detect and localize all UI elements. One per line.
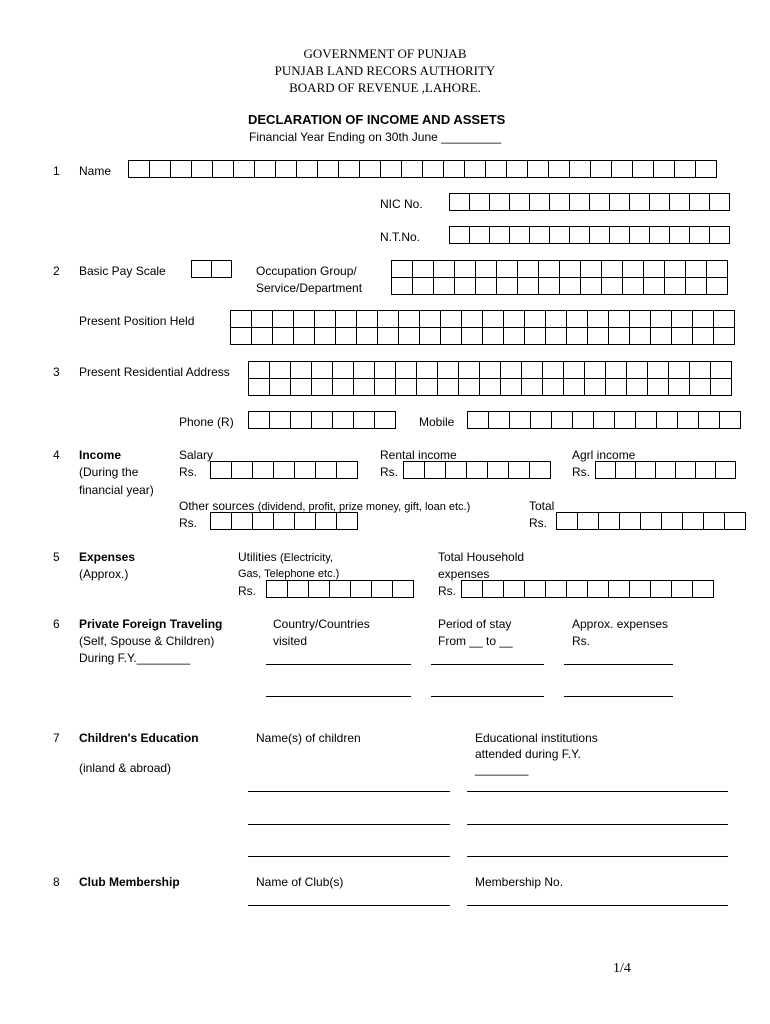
ntn-label: N.T.No.: [380, 230, 421, 244]
travel-expense-rs: Rs.: [572, 634, 590, 648]
position-boxes-row-2[interactable]: [230, 327, 735, 345]
occupation-boxes-row-2[interactable]: [391, 277, 728, 295]
occupation-label-1: Occupation Group/: [256, 264, 357, 278]
child-name-line-1[interactable]: [248, 791, 450, 792]
children-names-label: Name(s) of children: [256, 731, 361, 745]
other-sources-detail: (dividend, profit, prize money, gift, loan etc.): [257, 501, 471, 513]
phone-boxes[interactable]: [248, 411, 396, 429]
salary-label: Salary: [179, 448, 214, 462]
utilities-label-2: Gas, Telephone etc.): [238, 568, 340, 580]
rental-label: Rental income: [380, 448, 457, 462]
club-name-line[interactable]: [248, 905, 450, 906]
salary-boxes[interactable]: [210, 461, 358, 479]
total-label: Total: [529, 499, 555, 513]
form-subtitle: Financial Year Ending on 30th June _________: [249, 130, 502, 144]
country-label-1: Country/Countries: [273, 617, 370, 631]
agrl-label: Agrl income: [572, 448, 636, 462]
address-boxes-row-2[interactable]: [248, 378, 732, 396]
section-5-number: 5: [53, 550, 60, 564]
phone-label: Phone (R): [179, 415, 234, 429]
education-title: Children's Education: [79, 731, 199, 745]
nic-label: NIC No.: [380, 197, 423, 211]
ntn-boxes[interactable]: [449, 226, 730, 244]
income-sub-1: (During the: [79, 465, 139, 479]
household-rs: Rs.: [438, 584, 456, 598]
section-7-number: 7: [53, 731, 60, 745]
institutions-label-1: Educational institutions: [475, 731, 598, 745]
total-boxes[interactable]: [556, 512, 746, 530]
other-sources-main: Other sources: [179, 499, 255, 513]
page-number: 1/4: [613, 961, 631, 976]
position-label: Present Position Held: [79, 314, 195, 328]
address-boxes-row-1[interactable]: [248, 361, 732, 379]
child-name-line-3[interactable]: [248, 856, 450, 857]
utilities-detail: (Electricity,: [280, 552, 333, 564]
header-line-3: BOARD OF REVENUE ,LAHORE.: [289, 80, 481, 95]
club-title: Club Membership: [79, 875, 180, 889]
travel-title: Private Foreign Traveling: [79, 617, 223, 631]
section-6-number: 6: [53, 617, 60, 631]
expense-line-1[interactable]: [564, 664, 673, 665]
header-line-2: PUNJAB LAND RECORS AUTHORITY: [274, 63, 496, 78]
rental-rs: Rs.: [380, 465, 398, 479]
child-name-line-2[interactable]: [248, 824, 450, 825]
travel-sub-2: During F.Y.________: [79, 651, 191, 665]
occupation-label-2: Service/Department: [256, 281, 363, 295]
header-line-1: GOVERNMENT OF PUNJAB: [303, 46, 467, 61]
utilities-label-1: [238, 551, 333, 564]
salary-rs: Rs.: [179, 465, 197, 479]
club-names-label: Name of Club(s): [256, 875, 344, 889]
period-line-2[interactable]: [431, 696, 544, 697]
section-3-number: 3: [53, 365, 60, 379]
country-line-1[interactable]: [266, 664, 411, 665]
occupation-boxes-row-1[interactable]: [391, 260, 728, 278]
institutions-label-2: attended during F.Y.: [475, 747, 581, 761]
expenses-title: Expenses: [79, 550, 136, 564]
household-label-2: expenses: [438, 567, 490, 581]
agrl-boxes[interactable]: [595, 461, 736, 479]
household-label-1: Total Household: [438, 550, 525, 564]
section-1-number: 1: [53, 164, 60, 178]
period-line-1[interactable]: [431, 664, 544, 665]
agrl-rs: Rs.: [572, 465, 590, 479]
utilities-boxes[interactable]: [266, 580, 414, 598]
membership-line[interactable]: [467, 905, 728, 906]
basic-pay-label: Basic Pay Scale: [79, 264, 166, 278]
travel-sub-1: (Self, Spouse & Children): [79, 634, 215, 648]
other-boxes[interactable]: [210, 512, 358, 530]
basic-pay-boxes[interactable]: [191, 260, 232, 278]
utilities-rs: Rs.: [238, 584, 256, 598]
income-sub-2: financial year): [79, 483, 154, 497]
mobile-label: Mobile: [419, 415, 455, 429]
institution-line-3[interactable]: [467, 856, 728, 857]
travel-expense-label-1: Approx. expenses: [572, 617, 669, 631]
expense-line-2[interactable]: [564, 696, 673, 697]
name-boxes[interactable]: [128, 160, 717, 178]
rental-boxes[interactable]: [403, 461, 551, 479]
period-label-1: Period of stay: [438, 617, 512, 631]
institution-line-1[interactable]: [467, 791, 728, 792]
section-8-number: 8: [53, 875, 60, 889]
nic-boxes[interactable]: [449, 193, 730, 211]
education-sub: (inland & abroad): [79, 761, 172, 775]
section-4-number: 4: [53, 448, 60, 462]
country-line-2[interactable]: [266, 696, 411, 697]
institutions-label-3: ________: [475, 762, 529, 776]
country-label-2: visited: [273, 634, 308, 648]
household-boxes[interactable]: [461, 580, 714, 598]
institution-line-2[interactable]: [467, 824, 728, 825]
name-label: Name: [79, 164, 112, 178]
other-rs: Rs.: [179, 516, 197, 530]
utilities-word: Utilities: [238, 550, 277, 564]
expenses-sub: (Approx.): [79, 567, 129, 581]
form-title: DECLARATION OF INCOME AND ASSETS: [248, 112, 506, 127]
period-label-2: From __ to __: [438, 634, 513, 648]
income-title: Income: [79, 448, 122, 462]
position-boxes-row-1[interactable]: [230, 310, 735, 328]
total-rs: Rs.: [529, 516, 547, 530]
mobile-boxes[interactable]: [467, 411, 741, 429]
membership-label: Membership No.: [475, 875, 564, 889]
address-label: Present Residential Address: [79, 365, 230, 379]
section-2-number: 2: [53, 264, 60, 278]
